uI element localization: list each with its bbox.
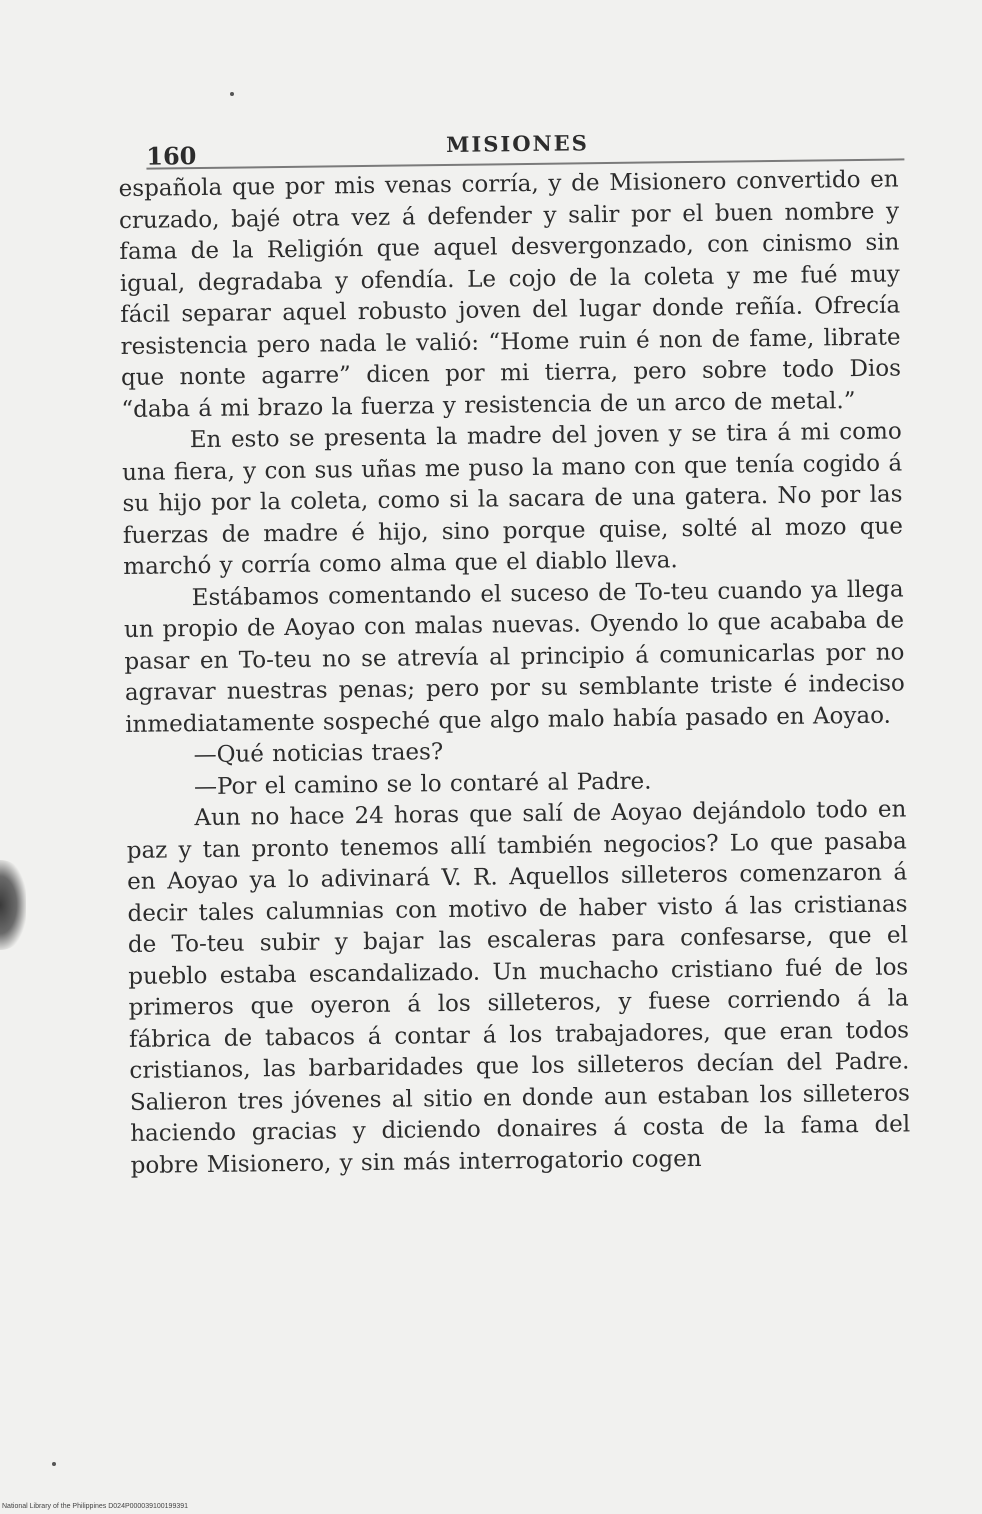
paragraph: Aun no hace 24 horas que salí de Aoyao dejándolo todo en paz y tan pronto tenemos allí también negocios? Lo que pasaba en Aoyao ya lo adivinará V. R. Aquellos silleteros comenzaron á decir tales calumnias con motivo de haber visto á las cristianas de To-teu subir y bajar las escaleras para confesarse, que el pueblo estaba escandalizado. Un muchacho cristiano fué de los primeros que oyeron á los silleteros, y fuese corriendo á la fábrica de tabacos á contar á los trabajadores, que eran todos cristianos, las barbaridades que los silleteros decían del Padre. Salieron tres jóvenes al sitio en donde aun estaban los silleteros haciendo gracias y diciendo donaires á costa de la fama del pobre Misionero, y sin más interrogatorio cogen (126, 796, 911, 1179)
paragraph: Estábamos comentando el suceso de To-teu cuando ya llega un propio de Aoyao con malas nuevas. Oyendo lo que acababa de pasar en To-teu no se atrevía al principio á comunicarlas por no agravar nuestras penas; pero por su semblante triste é indeciso inmediatamente sospeché que algo malo había pasado en Aoyao. (123, 575, 905, 738)
page-header (146, 122, 904, 169)
dialogue-line: —Por el camino se lo contaré al Padre. (193, 768, 652, 800)
page-body (119, 164, 911, 1181)
page-number: 160 (146, 141, 197, 171)
scan-speck (230, 92, 234, 96)
library-footer-note: National Library of the Philippines D024P000039100199391 (2, 1503, 189, 1510)
paragraph: En esto se presenta la madre del joven y se tira á mi como una fiera, y con sus uñas me puso la mano con que tenía cogido á su hijo por la coleta, como si la sacara de una gatera. No por las fuerzas de madre é hijo, sino porque quise, solté al mozo que marchó y corría como alma que el diablo lleva. (122, 418, 904, 580)
paragraph-continued: española que por mis venas corría, y de Misionero convertido en cruzado, bajé otra vez á defender y salir por el buen nombre y fama de la Religión que aquel desvergonzado, con cinismo sin igual, degradaba y ofendía. Le cojo de la coleta y me fué muy fácil separar aquel robusto joven del lugar donde reñía. Ofrecía resistencia pero nada le valió: “Home ruin é non de fame, librate que nonte agarre” dicen por mi tierra, pero sobre todo Dios “daba á mi brazo la fuerza y resistencia de un arco de metal.” (118, 166, 902, 423)
scan-speck (52, 1462, 56, 1466)
running-title: MISIONES (446, 130, 590, 157)
book-page (118, 122, 911, 1181)
dialogue-line: —Qué noticias traes? (193, 739, 444, 769)
scan-edge-shadow (0, 860, 26, 950)
